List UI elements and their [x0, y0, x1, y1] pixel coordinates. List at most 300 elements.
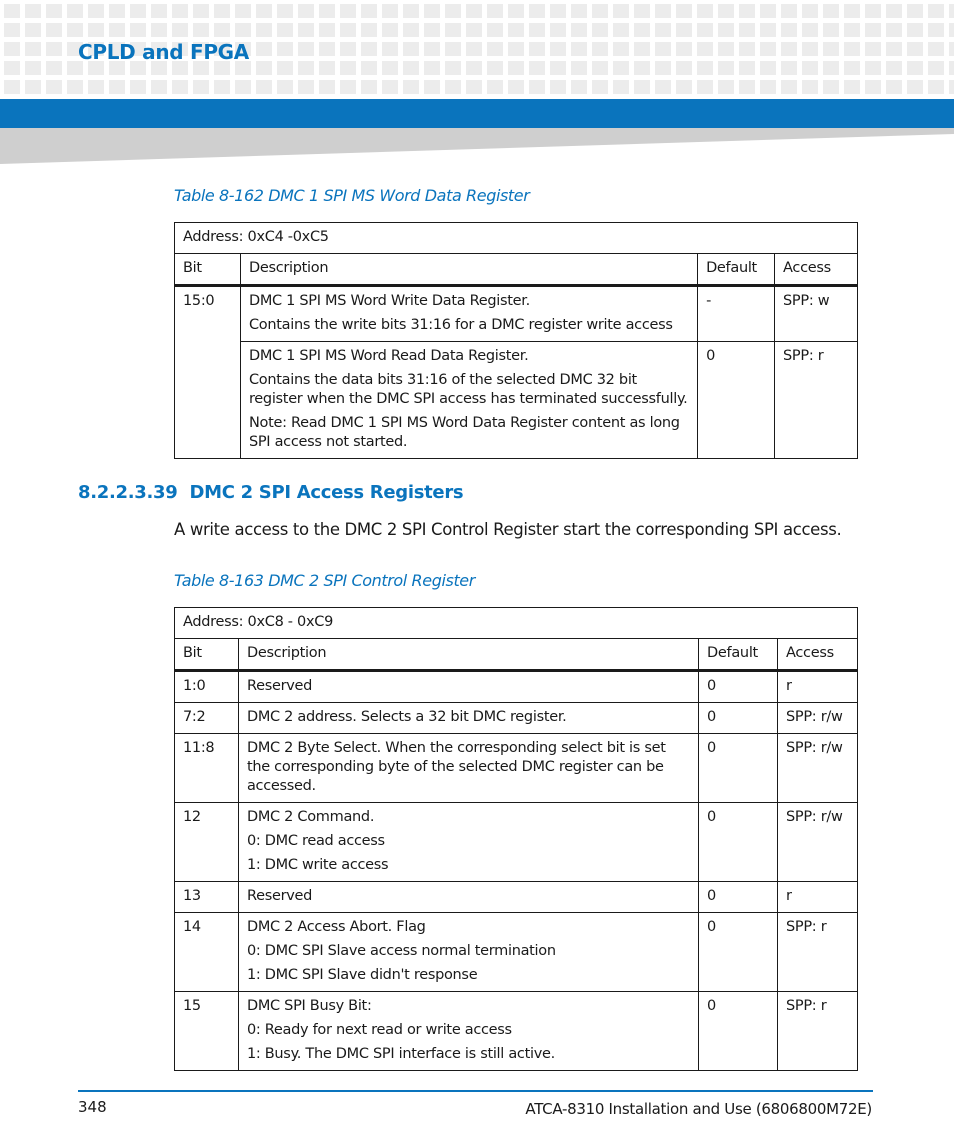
description-cell — [238, 913, 698, 992]
header-pattern-square — [46, 42, 62, 56]
header-pattern-square — [508, 4, 524, 18]
header-pattern-square — [46, 4, 62, 18]
description-line: 1: DMC SPI Slave didn't response — [246, 967, 478, 983]
header-pattern-square — [949, 80, 954, 94]
bit-cell: 13 — [175, 882, 239, 913]
header-pattern-square — [382, 42, 398, 56]
header-pattern-square — [298, 42, 314, 56]
header-pattern-square — [88, 80, 104, 94]
section-title: DMC 2 SPI Access Registers — [189, 482, 464, 503]
header-pattern-square — [67, 23, 83, 37]
description-line: Note: Read DMC 1 SPI MS Word Data Register content as long SPI access not started. — [248, 415, 680, 450]
header-pattern-square — [445, 42, 461, 56]
access-cell: SPP: r/w — [778, 803, 858, 882]
header-pattern-square — [865, 42, 881, 56]
header-pattern-square — [718, 42, 734, 56]
header-pattern-square — [844, 42, 860, 56]
table-header-row — [175, 254, 858, 286]
header-pattern-square — [256, 61, 272, 75]
section-heading — [78, 482, 463, 503]
header-pattern-square — [949, 4, 954, 18]
section-number: 8.2.2.3.39 — [78, 482, 178, 503]
header-pattern-square — [634, 23, 650, 37]
header-pattern-square — [340, 80, 356, 94]
header-pattern-square — [508, 42, 524, 56]
description-line: DMC 2 Byte Select. When the corresponding select bit is set the corresponding byte of the selected DMC register can be accessed. — [246, 740, 666, 794]
header-pattern-square — [277, 61, 293, 75]
header-pattern-square — [802, 42, 818, 56]
header-pattern-square — [529, 4, 545, 18]
header-pattern-square — [865, 23, 881, 37]
header-pattern-square — [550, 23, 566, 37]
header-pattern-square — [823, 61, 839, 75]
description-line: 0: Ready for next read or write access — [246, 1022, 512, 1038]
description-line: 1: Busy. The DMC SPI interface is still active. — [246, 1046, 555, 1062]
header-pattern-square — [403, 23, 419, 37]
header-pattern-square — [424, 42, 440, 56]
header-pattern-square — [130, 80, 146, 94]
header-pattern-square — [592, 4, 608, 18]
header-pattern-square — [865, 61, 881, 75]
header-pattern-square — [172, 80, 188, 94]
table-address: Address: 0xC4 -0xC5 — [175, 223, 858, 254]
header-pattern-square — [361, 23, 377, 37]
description-cell — [240, 286, 697, 342]
column-header-default: Default — [699, 639, 778, 671]
table-162-caption: Table 8-162 DMC 1 SPI MS Word Data Register — [174, 186, 530, 205]
header-pattern-square — [571, 42, 587, 56]
table-row — [175, 803, 858, 882]
header-pattern-square — [466, 4, 482, 18]
description-line: Contains the write bits 31:16 for a DMC register write access — [248, 317, 673, 333]
header-pattern-square — [949, 42, 954, 56]
header-pattern-square — [340, 23, 356, 37]
header-pattern-square — [886, 61, 902, 75]
default-cell: 0 — [699, 734, 778, 803]
table-163 — [174, 607, 858, 1071]
header-pattern-square — [928, 80, 944, 94]
header-pattern-square — [739, 61, 755, 75]
header-pattern-square — [676, 23, 692, 37]
header-pattern-square — [928, 42, 944, 56]
header-pattern-square — [256, 4, 272, 18]
header-pattern-square — [739, 4, 755, 18]
header-pattern-square — [340, 42, 356, 56]
header-pattern-square — [928, 61, 944, 75]
header-pattern-square — [382, 23, 398, 37]
description-line: 0: DMC SPI Slave access normal termination — [246, 943, 556, 959]
header-pattern-square — [718, 23, 734, 37]
default-cell: 0 — [699, 882, 778, 913]
section-body-text: A write access to the DMC 2 SPI Control Register start the corresponding SPI access. — [174, 520, 842, 539]
header-pattern-square — [256, 23, 272, 37]
header-pattern-square — [445, 80, 461, 94]
header-pattern-square — [466, 61, 482, 75]
header-pattern-square — [781, 80, 797, 94]
header-pattern-square — [802, 23, 818, 37]
header-pattern-square — [550, 4, 566, 18]
page-header-title: CPLD and FPGA — [78, 40, 249, 64]
header-pattern-square — [298, 80, 314, 94]
header-pattern-square — [886, 42, 902, 56]
header-pattern-square — [67, 4, 83, 18]
table-row — [175, 286, 858, 342]
bit-cell: 1:0 — [175, 671, 239, 703]
header-pattern-square — [844, 80, 860, 94]
header-pattern-square — [613, 4, 629, 18]
description-cell — [238, 734, 698, 803]
header-pattern-square — [592, 80, 608, 94]
header-pattern-square — [718, 4, 734, 18]
header-pattern-square — [403, 4, 419, 18]
description-line: 1: DMC write access — [246, 857, 389, 873]
header-pattern-square — [88, 23, 104, 37]
header-pattern-square — [697, 23, 713, 37]
column-header-access: Access — [778, 639, 858, 671]
header-pattern-square — [592, 61, 608, 75]
header-pattern-square — [424, 23, 440, 37]
table-row — [175, 703, 858, 734]
header-pattern-square — [571, 4, 587, 18]
description-line: DMC 2 address. Selects a 32 bit DMC register. — [246, 709, 567, 725]
header-pattern-square — [277, 42, 293, 56]
description-line: Contains the data bits 31:16 of the selected DMC 32 bit register when the DMC SPI access has terminated successfully. — [248, 372, 688, 407]
header-pattern-square — [550, 42, 566, 56]
header-pattern-square — [529, 80, 545, 94]
bit-cell: 15 — [175, 992, 239, 1071]
header-pattern-square — [361, 4, 377, 18]
table-row — [175, 734, 858, 803]
header-pattern-square — [4, 80, 20, 94]
header-pattern-square — [676, 61, 692, 75]
header-pattern-square — [193, 23, 209, 37]
header-pattern-square — [382, 80, 398, 94]
header-pattern-square — [25, 23, 41, 37]
header-pattern-square — [487, 4, 503, 18]
header-pattern-square — [844, 61, 860, 75]
header-pattern-square — [25, 61, 41, 75]
header-pattern-square — [487, 23, 503, 37]
column-header-access: Access — [775, 254, 858, 286]
header-pattern-square — [214, 4, 230, 18]
footer-rule — [78, 1090, 873, 1092]
table-header-row — [175, 639, 858, 671]
header-pattern-square — [739, 80, 755, 94]
header-pattern-square — [697, 80, 713, 94]
table-address: Address: 0xC8 - 0xC9 — [175, 608, 858, 639]
header-pattern-square — [256, 42, 272, 56]
header-pattern-square — [151, 80, 167, 94]
header-pattern-square — [487, 42, 503, 56]
header-pattern-square — [4, 4, 20, 18]
header-pattern-square — [697, 4, 713, 18]
access-cell: SPP: r — [775, 342, 858, 459]
description-cell — [240, 342, 697, 459]
default-cell: 0 — [699, 913, 778, 992]
column-header-bit: Bit — [175, 639, 239, 671]
bit-cell: 11:8 — [175, 734, 239, 803]
header-pattern-square — [25, 4, 41, 18]
header-pattern-square — [445, 61, 461, 75]
access-cell: SPP: w — [775, 286, 858, 342]
header-pattern-square — [760, 4, 776, 18]
default-cell: 0 — [699, 703, 778, 734]
bit-cell: 14 — [175, 913, 239, 992]
header-pattern-square — [403, 80, 419, 94]
header-pattern-square — [760, 61, 776, 75]
header-pattern-square — [949, 61, 954, 75]
header-pattern-square — [907, 23, 923, 37]
table-row — [175, 992, 858, 1071]
header-pattern-square — [697, 42, 713, 56]
header-pattern-square — [550, 80, 566, 94]
header-pattern-square — [4, 61, 20, 75]
header-pattern-square — [718, 80, 734, 94]
header-pattern-square — [655, 42, 671, 56]
header-pattern-square — [823, 23, 839, 37]
description-line: DMC 1 SPI MS Word Read Data Register. — [248, 348, 529, 364]
header-pattern-square — [907, 42, 923, 56]
header-pattern-square — [907, 80, 923, 94]
header-pattern-square — [634, 80, 650, 94]
header-pattern-square — [214, 23, 230, 37]
header-pattern-square — [760, 42, 776, 56]
header-pattern-square — [193, 80, 209, 94]
header-pattern-square — [46, 61, 62, 75]
header-pattern-square — [613, 23, 629, 37]
access-cell: r — [778, 671, 858, 703]
header-pattern-square — [193, 4, 209, 18]
header-pattern-square — [4, 23, 20, 37]
header-pattern-square — [634, 61, 650, 75]
header-pattern-square — [928, 23, 944, 37]
header-pattern-square — [361, 42, 377, 56]
header-pattern-square — [655, 80, 671, 94]
header-pattern-square — [823, 42, 839, 56]
bit-cell: 15:0 — [175, 286, 241, 459]
header-pattern-square — [340, 4, 356, 18]
header-grey-wedge — [0, 128, 954, 164]
header-pattern-square — [781, 4, 797, 18]
header-pattern-square — [571, 23, 587, 37]
header-pattern-square — [550, 61, 566, 75]
header-pattern-square — [676, 4, 692, 18]
header-pattern-square — [172, 23, 188, 37]
description-line: DMC 2 Access Abort. Flag — [246, 919, 426, 935]
header-pattern-square — [319, 4, 335, 18]
header-pattern-square — [865, 80, 881, 94]
column-header-description: Description — [238, 639, 698, 671]
table-162 — [174, 222, 858, 459]
header-pattern-square — [256, 80, 272, 94]
description-line: DMC SPI Busy Bit: — [246, 998, 372, 1014]
access-cell: SPP: r/w — [778, 703, 858, 734]
access-cell: SPP: r/w — [778, 734, 858, 803]
default-cell: - — [698, 286, 775, 342]
column-header-description: Description — [240, 254, 697, 286]
header-pattern-square — [487, 61, 503, 75]
header-pattern-square — [676, 42, 692, 56]
column-header-default: Default — [698, 254, 775, 286]
header-pattern-square — [403, 42, 419, 56]
header-pattern-square — [802, 4, 818, 18]
header-pattern-square — [88, 4, 104, 18]
description-cell — [238, 882, 698, 913]
access-cell: r — [778, 882, 858, 913]
default-cell: 0 — [699, 671, 778, 703]
header-pattern-square — [235, 4, 251, 18]
header-pattern-square — [886, 4, 902, 18]
header-pattern-square — [466, 80, 482, 94]
description-line: DMC 2 Command. — [246, 809, 375, 825]
header-pattern-square — [445, 23, 461, 37]
header-pattern-square — [487, 80, 503, 94]
header-pattern-square — [403, 61, 419, 75]
header-pattern-square — [466, 42, 482, 56]
header-pattern-square — [949, 23, 954, 37]
access-cell: SPP: r — [778, 913, 858, 992]
header-pattern-square — [718, 61, 734, 75]
header-pattern-square — [277, 80, 293, 94]
header-pattern-square — [907, 4, 923, 18]
table-row — [175, 882, 858, 913]
table-163-caption: Table 8-163 DMC 2 SPI Control Register — [174, 571, 475, 590]
header-pattern-square — [235, 23, 251, 37]
header-pattern-square — [739, 42, 755, 56]
header-pattern-square — [109, 4, 125, 18]
header-pattern-square — [592, 42, 608, 56]
header-pattern-square — [382, 61, 398, 75]
header-pattern-square — [67, 80, 83, 94]
header-pattern-square — [172, 4, 188, 18]
header-pattern-square — [25, 42, 41, 56]
header-pattern-square — [46, 23, 62, 37]
header-pattern-square — [508, 80, 524, 94]
header-blue-band — [0, 99, 954, 128]
header-pattern-square — [739, 23, 755, 37]
header-pattern-square — [676, 80, 692, 94]
header-pattern-square — [865, 4, 881, 18]
header-pattern-square — [592, 23, 608, 37]
description-cell — [238, 803, 698, 882]
header-pattern-square — [445, 4, 461, 18]
description-line: Reserved — [246, 678, 313, 694]
header-pattern-square — [424, 61, 440, 75]
header-pattern-square — [886, 23, 902, 37]
header-pattern-square — [298, 61, 314, 75]
header-pattern-square — [529, 42, 545, 56]
header-pattern-square — [760, 80, 776, 94]
header-pattern-square — [298, 4, 314, 18]
header-pattern-square — [4, 42, 20, 56]
header-pattern-square — [508, 61, 524, 75]
header-pattern-square — [235, 80, 251, 94]
header-pattern-square — [802, 61, 818, 75]
header-pattern-square — [130, 4, 146, 18]
header-pattern-square — [613, 42, 629, 56]
header-pattern-square — [571, 61, 587, 75]
header-pattern-square — [655, 23, 671, 37]
header-pattern-square — [928, 4, 944, 18]
default-cell: 0 — [699, 992, 778, 1071]
header-pattern-square — [571, 80, 587, 94]
header-pattern-square — [25, 80, 41, 94]
table-row — [175, 913, 858, 992]
page-number: 348 — [78, 1098, 107, 1116]
header-pattern-square — [907, 61, 923, 75]
header-pattern-square — [634, 4, 650, 18]
header-pattern-square — [781, 42, 797, 56]
header-pattern-square — [130, 23, 146, 37]
header-pattern-square — [781, 61, 797, 75]
header-pattern-square — [655, 61, 671, 75]
header-pattern-square — [319, 61, 335, 75]
default-cell: 0 — [698, 342, 775, 459]
header-pattern-square — [277, 23, 293, 37]
header-pattern-square — [697, 61, 713, 75]
header-pattern-square — [319, 80, 335, 94]
header-pattern-square — [424, 4, 440, 18]
header-pattern-square — [802, 80, 818, 94]
header-pattern-square — [634, 42, 650, 56]
table-address-row — [175, 223, 858, 254]
header-pattern-square — [298, 23, 314, 37]
access-cell: SPP: r — [778, 992, 858, 1071]
bit-cell: 7:2 — [175, 703, 239, 734]
header-pattern-square — [823, 4, 839, 18]
header-pattern-square — [340, 61, 356, 75]
header-pattern-square — [424, 80, 440, 94]
header-pattern-square — [319, 23, 335, 37]
header-pattern-square — [613, 80, 629, 94]
header-pattern-square — [844, 23, 860, 37]
header-pattern-square — [361, 80, 377, 94]
column-header-bit: Bit — [175, 254, 241, 286]
header-pattern-square — [151, 4, 167, 18]
header-pattern-square — [319, 42, 335, 56]
header-pattern-square — [844, 4, 860, 18]
header-pattern-square — [361, 61, 377, 75]
bit-cell: 12 — [175, 803, 239, 882]
table-row — [175, 342, 858, 459]
table-address-row — [175, 608, 858, 639]
header-pattern-square — [781, 23, 797, 37]
description-line: DMC 1 SPI MS Word Write Data Register. — [248, 293, 530, 309]
header-pattern-square — [613, 61, 629, 75]
header-pattern-square — [214, 80, 230, 94]
header-pattern-square — [109, 23, 125, 37]
description-line: Reserved — [246, 888, 313, 904]
description-line: 0: DMC read access — [246, 833, 385, 849]
header-pattern-square — [109, 80, 125, 94]
document-title: ATCA-8310 Installation and Use (6806800M72E) — [525, 1100, 872, 1118]
header-pattern-square — [277, 4, 293, 18]
header-pattern-square — [655, 4, 671, 18]
header-pattern-square — [46, 80, 62, 94]
description-cell — [238, 703, 698, 734]
description-cell — [238, 992, 698, 1071]
default-cell: 0 — [699, 803, 778, 882]
header-pattern-square — [886, 80, 902, 94]
header-pattern-square — [529, 23, 545, 37]
header-pattern-square — [529, 61, 545, 75]
header-pattern-square — [508, 23, 524, 37]
header-pattern-square — [151, 23, 167, 37]
description-cell — [238, 671, 698, 703]
header-pattern-square — [382, 4, 398, 18]
header-pattern-square — [823, 80, 839, 94]
header-pattern-square — [760, 23, 776, 37]
